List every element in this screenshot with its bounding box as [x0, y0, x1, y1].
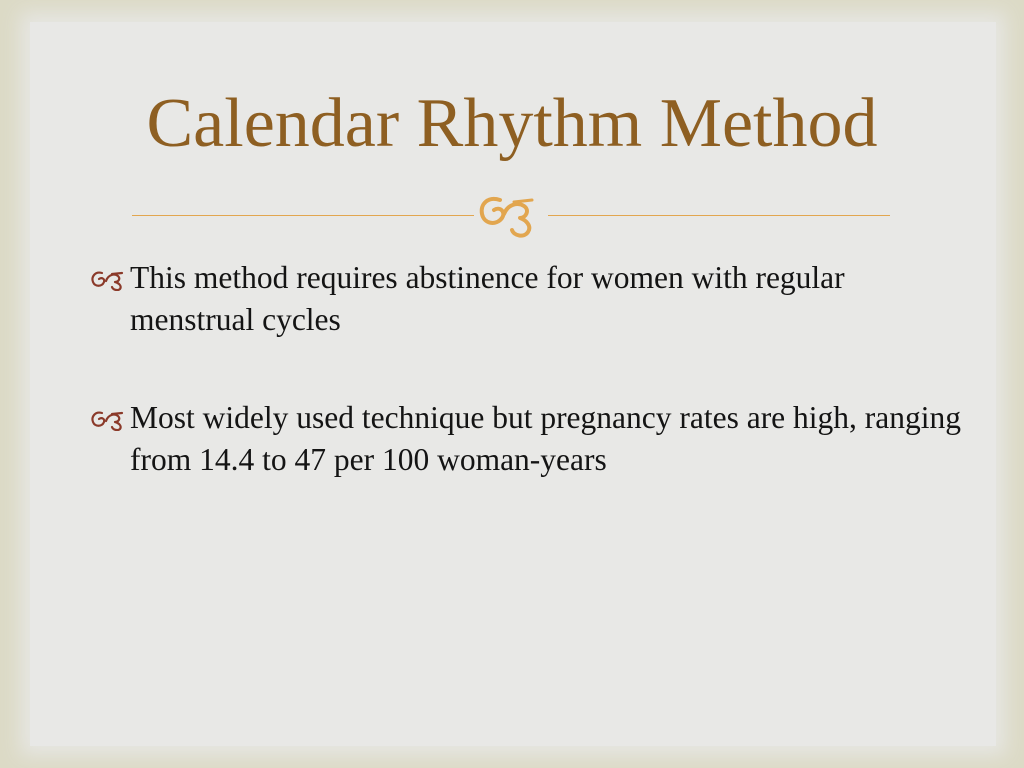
curly-flourish-icon	[470, 190, 554, 240]
bullet-item	[88, 257, 968, 341]
bullet-text: This method requires abstinence for women with regular menstrual cycles	[130, 260, 845, 337]
title-divider-right	[548, 215, 890, 216]
bullet-item	[88, 397, 968, 481]
slide-title: Calendar Rhythm Method	[146, 85, 878, 162]
title-divider-left	[132, 215, 474, 216]
small-flourish-bullet-icon	[88, 267, 128, 291]
small-flourish-bullet-icon	[88, 407, 128, 431]
bullet-text: Most widely used technique but pregnancy rates are high, ranging from 14.4 to 47 per 100 woman-years	[130, 400, 962, 477]
